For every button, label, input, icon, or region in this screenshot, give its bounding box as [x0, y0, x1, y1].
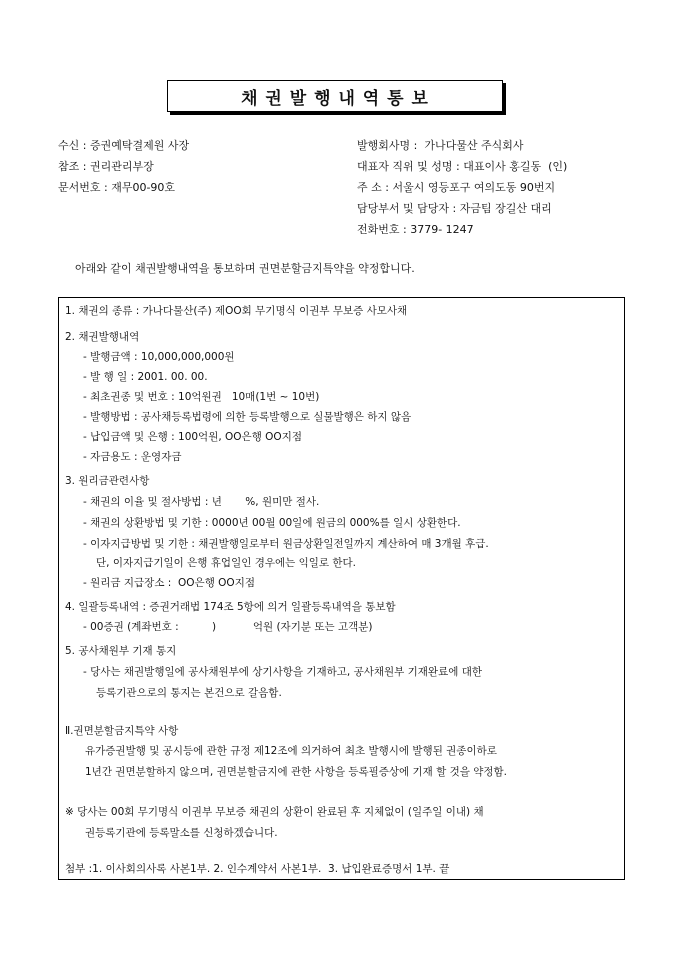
register-notice-line-2: 등록기관으로의 통지는 본건으로 갈음함. — [96, 687, 282, 699]
issue-date: - 발 행 일 : 2001. 00. 00. — [83, 371, 208, 383]
address: 주 소 : 서울시 영등포구 여의도동 90번지 — [357, 181, 556, 194]
registration-detail: - 00증권 (계좌번호 : ) 억원 (자기분 또는 고객분) — [83, 621, 373, 633]
note-line-1: ※ 당사는 00회 무기명식 이권부 무보증 채권의 상환이 완료된 후 지체없이 (일주일 이내) 채 — [65, 806, 484, 818]
payment-bank: - 납입금액 및 은행 : 100억원, OO은행 OO지점 — [83, 431, 302, 443]
content-box — [58, 297, 625, 880]
coupon-method-line-2: 단, 이자지급기일이 은행 휴업일인 경우에는 익일로 한다. — [96, 557, 356, 569]
issuer-name: 발행회사명 : 가나다물산 주식회사 — [357, 139, 524, 152]
section-5-title: 5. 공사채원부 기재 통지 — [65, 645, 177, 657]
representative: 대표자 직위 및 성명 : 대표이사 홍길동 (인) — [357, 160, 568, 173]
anti-split-line-2: 1년간 권면분할하지 않으며, 권면분할금지에 관한 사항을 등록필증상에 기재 할 것을 약정함. — [85, 766, 508, 778]
title-box — [167, 80, 503, 112]
section-1-bond-type: 1. 채권의 종류 : 가나다물산(주) 제OO회 무기명식 이권부 무보증 사모사채 — [65, 305, 408, 317]
section-4-title: 4. 일괄등록내역 : 증권거래법 174조 5항에 의거 일괄등록내역을 통보함 — [65, 601, 396, 613]
coupon-method-line-1: - 이자지급방법 및 기한 : 채권발행일로부터 원금상환일전일까지 계산하여 매 3개월 후급. — [83, 538, 489, 550]
phone-number: 전화번호 : 3779- 1247 — [357, 223, 474, 236]
section-anti-split-title: Ⅱ.권면분할금지특약 사항 — [65, 725, 179, 737]
document-title: 채 권 발 행 내 역 통 보 — [241, 88, 429, 109]
redemption-method: - 채권의 상환방법 및 기한 : 0000년 00월 00일에 원금의 000%를 일시 상환한다. — [83, 517, 461, 529]
note-line-2: 권등록기관에 등록말소를 신청하겠습니다. — [85, 827, 278, 839]
interest-rate: - 채권의 이율 및 절사방법 : 년 %, 원미만 절사. — [83, 496, 320, 508]
anti-split-line-1: 유가증권발행 및 공시등에 관한 규정 제12조에 의거하여 최초 발행시에 발행된 권종이하로 — [85, 745, 497, 757]
section-3-title: 3. 원리금관련사항 — [65, 475, 150, 487]
intro-sentence: 아래와 같이 채권발행내역을 통보하며 권면분할금지특약을 약정합니다. — [75, 262, 415, 275]
department-contact: 담당부서 및 담당자 : 자금팀 장길산 대리 — [357, 202, 552, 215]
document-number: 문서번호 : 재무00-90호 — [58, 181, 176, 194]
section-2-title: 2. 채권발행내역 — [65, 331, 140, 343]
fund-use: - 자금용도 : 운영자금 — [83, 451, 182, 463]
reference: 참조 : 권리관리부장 — [58, 160, 154, 173]
attachments: 첨부 :1. 이사회의사록 사본1부. 2. 인수계약서 사본1부. 3. 납입완료증명서 1부. 끝 — [65, 863, 450, 875]
payment-place: - 원리금 지급장소 : OO은행 OO지점 — [83, 577, 255, 589]
register-notice-line-1: - 당사는 채권발행일에 공사채원부에 상기사항을 기재하고, 공사채원부 기재완료에 대한 — [83, 666, 482, 678]
issue-amount: - 발행금액 : 10,000,000,000원 — [83, 351, 235, 363]
issue-method: - 발행방법 : 공사채등록법령에 의한 등록발행으로 실물발행은 하지 않음 — [83, 411, 412, 423]
initial-denomination: - 최초권종 및 번호 : 10억원권 10매(1번 ~ 10번) — [83, 391, 320, 403]
recipient: 수신 : 증권예탁결제원 사장 — [58, 139, 190, 152]
